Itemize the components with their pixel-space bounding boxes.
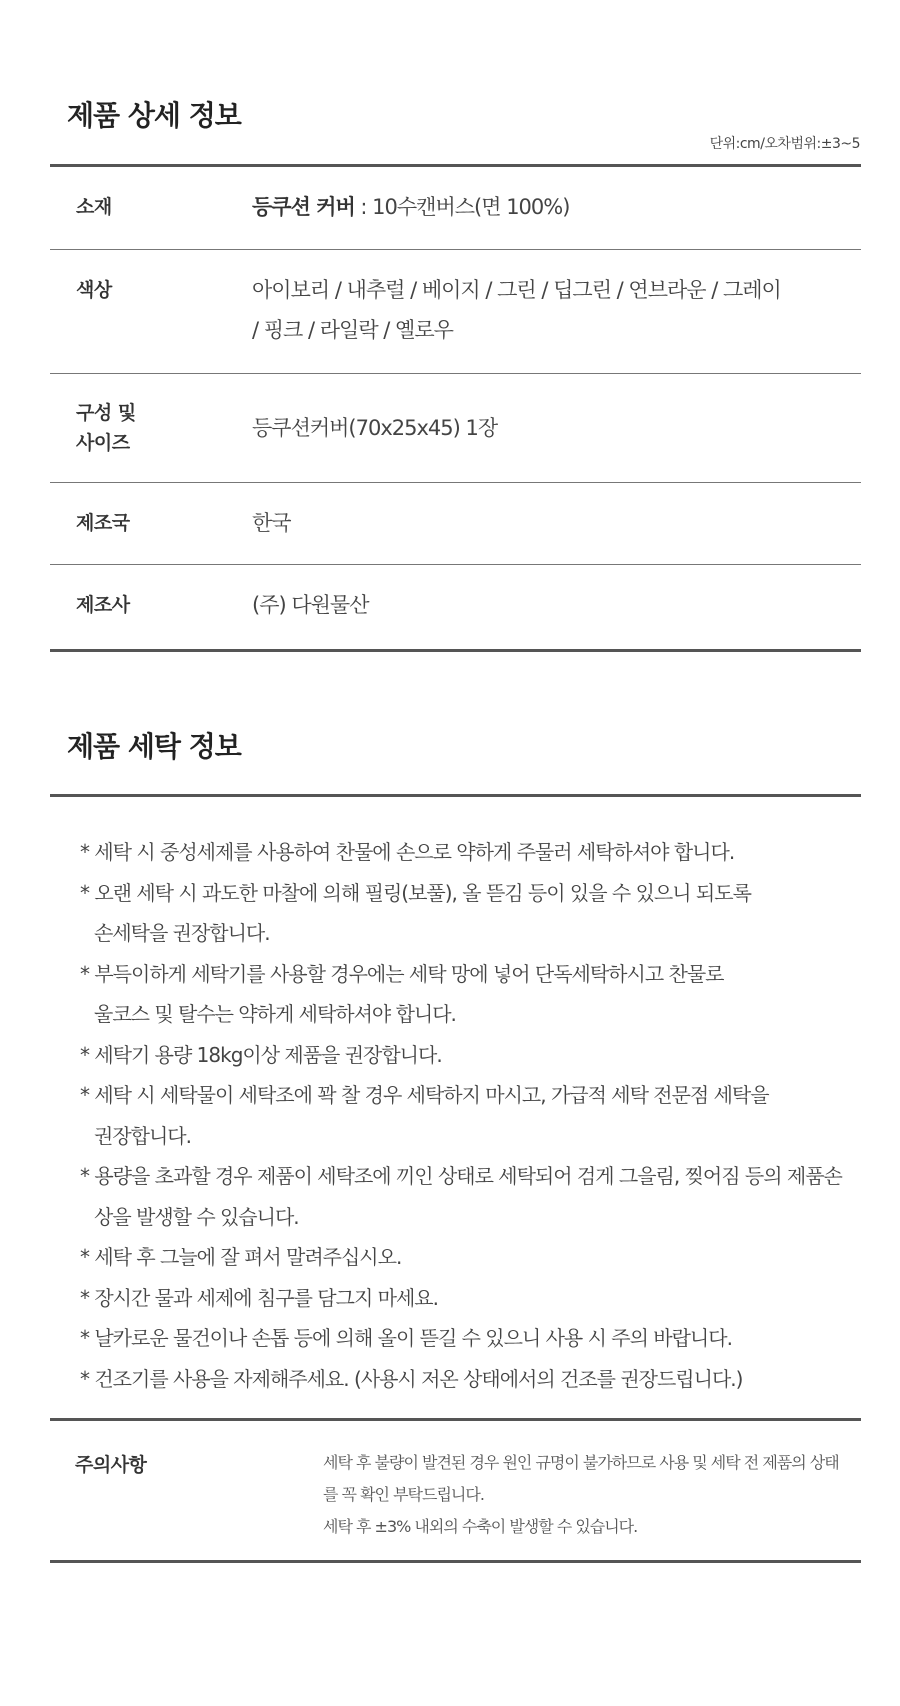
spec-label-material: 소재: [76, 196, 112, 218]
washing-item: * 세탁 시 중성세제를 사용하여 찬물에 손으로 약하게 주물러 세탁하셔야 합니다.: [80, 840, 735, 864]
washing-list: [80, 832, 860, 1399]
spec-row-material: [50, 167, 861, 249]
caution-text: [323, 1447, 853, 1543]
washing-item: * 세탁기 용량 18kg이상 제품을 권장합니다.: [80, 1042, 442, 1067]
unit-note: 단위:cm/오차범위:±3~5: [709, 136, 860, 152]
washing-item: * 용량을 초과할 경우 제품이 세탁조에 끼인 상태로 세탁되어 검게 그을림, 찢어짐 등의 제품손상을 발생할 수 있습니다.: [80, 1164, 842, 1229]
spec-label-color: 색상: [76, 279, 112, 301]
spec-label-manufacturer: 제조사: [76, 594, 130, 616]
washing-item: * 날카로운 물건이나 손톱 등에 의해 올이 뜯길 수 있으니 사용 시 주의 바랍니다.: [80, 1326, 732, 1350]
spec-label-composition-line1: 구성 및: [76, 402, 136, 424]
washing-item: * 장시간 물과 세제에 침구를 담그지 마세요.: [80, 1285, 438, 1310]
spec-label-origin: 제조국: [76, 512, 130, 534]
detail-title: 제품 상세 정보: [67, 99, 241, 132]
washing-item: * 건조기를 사용을 자제해주세요. (사용시 저온 상태에서의 건조를 권장드립니다.): [80, 1366, 743, 1391]
washing-item: * 오랜 세탁 시 과도한 마찰에 의해 필링(보풀), 올 뜯김 등이 있을 수 있으니 되도록 손세탁을 권장합니다.: [80, 880, 751, 945]
washing-title: 제품 세탁 정보: [67, 730, 241, 763]
spec-value-material-text: : 10수캔버스(면 100%): [354, 195, 570, 219]
caution-label: 주의사항: [75, 1454, 147, 1476]
spec-label-composition-line2: 사이즈: [76, 432, 130, 454]
spec-value-composition: 등쿠션커버(70x25x45) 1장: [252, 416, 498, 440]
washing-item: * 부득이하게 세탁기를 사용할 경우에는 세탁 망에 넣어 단독세탁하시고 찬물로 울코스 및 탈수는 약하게 세탁하셔야 합니다.: [80, 961, 724, 1026]
washing-item: * 세탁 시 세탁물이 세탁조에 꽉 찰 경우 세탁하지 마시고, 가급적 세탁 전문점 세탁을 권장합니다.: [80, 1083, 769, 1148]
spec-label-composition: [76, 398, 136, 458]
washing-item: * 세탁 후 그늘에 잘 펴서 말려주십시오.: [80, 1245, 402, 1269]
spec-value-color: 아이보리 / 내추럴 / 베이지 / 그린 / 딥그린 / 연브라운 / 그레이 / 핑크 / 라일락 / 옐로우: [252, 278, 781, 342]
washing-top-rule: [50, 794, 861, 797]
spec-row-origin: [50, 483, 861, 565]
caution-line-1: 세탁 후 불량이 발견된 경우 원인 규명이 불가하므로 사용 및 세탁 전 제품의 상태를 꼭 확인 부탁드립니다.: [323, 1453, 839, 1504]
spec-row-composition: [50, 374, 861, 482]
caution-bottom-rule: [50, 1560, 861, 1563]
spec-value-material-bold: 등쿠션 커버: [252, 195, 355, 219]
detail-bottom-rule: [50, 649, 861, 652]
spec-value-material: [252, 187, 812, 227]
spec-row-color: [50, 250, 861, 372]
caution-top-rule: [50, 1418, 861, 1421]
spec-value-manufacturer: (주) 다원물산: [252, 593, 369, 617]
spec-value-origin: 한국: [252, 511, 291, 535]
spec-row-manufacturer: [50, 565, 861, 649]
caution-line-2: 세탁 후 ±3% 내외의 수축이 발생할 수 있습니다.: [323, 1517, 638, 1536]
